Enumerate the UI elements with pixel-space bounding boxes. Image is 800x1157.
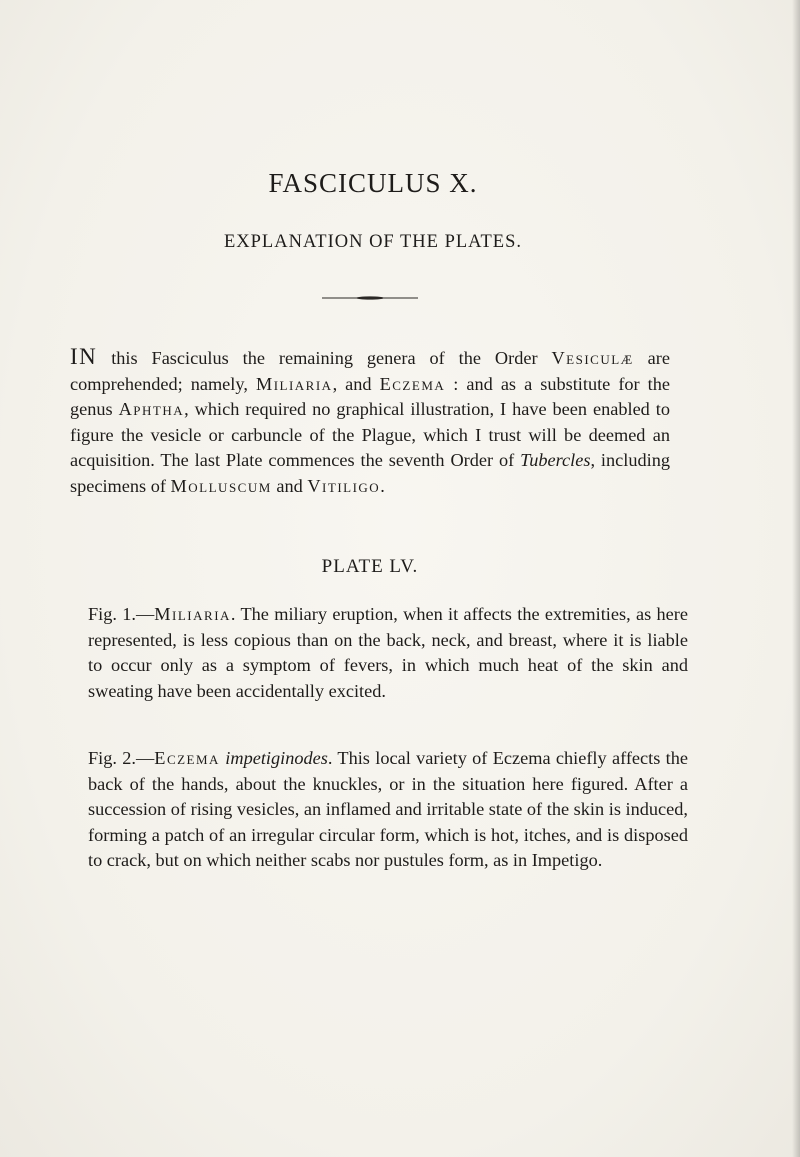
intro-text-6: , including specimens of: [70, 450, 670, 496]
page-subtitle: EXPLANATION OF THE PLATES.: [223, 232, 523, 252]
page-title: FASCICULUS X.: [268, 168, 478, 198]
figure-2-text: . This local variety of Eczema chiefly affects the back of the hands, about the knuckles, or in the situation here figured. After a succession of rising vesicles, an inflamed and irritable state of the skin is induced, forming a patch of an irregular circular form, which is hot, itches, and is disposed to crack, but on which neither scabs nor pustules form, as in Impetigo.: [88, 748, 688, 870]
page-edge-shadow: [792, 0, 800, 1157]
plate-heading: PLATE LV.: [321, 556, 419, 577]
term-tubercles: Tubercles: [520, 450, 591, 470]
intro-text-4: : and as a substitute for the genus: [70, 373, 670, 419]
drop-cap: IN: [70, 344, 98, 369]
intro-text-7: and: [271, 475, 308, 496]
figure-2-term: Eczema: [154, 748, 220, 768]
figure-1-description: [70, 602, 688, 704]
figure-1-term: Miliaria: [154, 604, 231, 624]
intro-text-8: .: [380, 475, 385, 496]
term-vesiculae: Vesiculæ: [551, 348, 634, 368]
intro-text-2: are comprehended; namely,: [70, 348, 670, 394]
figure-2-label: Fig. 2.—: [88, 748, 155, 768]
term-vitiligo: Vitiligo: [307, 475, 381, 496]
term-eczema: Eczema: [379, 373, 446, 394]
term-aphtha: Aphtha: [118, 399, 185, 419]
intro-text-1: this Fasciculus the remaining genera of the Order: [97, 348, 552, 368]
ornamental-divider: [322, 296, 418, 300]
intro-text-3: , and: [332, 373, 380, 394]
figure-1-label: Fig. 1.—: [88, 604, 155, 624]
intro-paragraph: [70, 344, 670, 499]
term-miliaria: Miliaria: [255, 373, 333, 394]
figure-2-variety: impetiginodes: [225, 748, 328, 768]
figure-2-description: [70, 746, 688, 874]
term-molluscum: Molluscum: [170, 475, 272, 496]
figure-1-text: . The miliary eruption, when it affects the extremities, as here represented, is less copious than on the back, neck, and breast, where it is liable to occur only as a symptom of fevers, in which much heat of the skin and sweating have been accidentally excited.: [88, 604, 688, 701]
intro-text-5: , which required no graphical illustration, I have been enabled to figure the vesicle or carbuncle of the Plague, which I trust will be deemed an acquisition. The last Plate commences the seventh Order of: [70, 399, 670, 470]
